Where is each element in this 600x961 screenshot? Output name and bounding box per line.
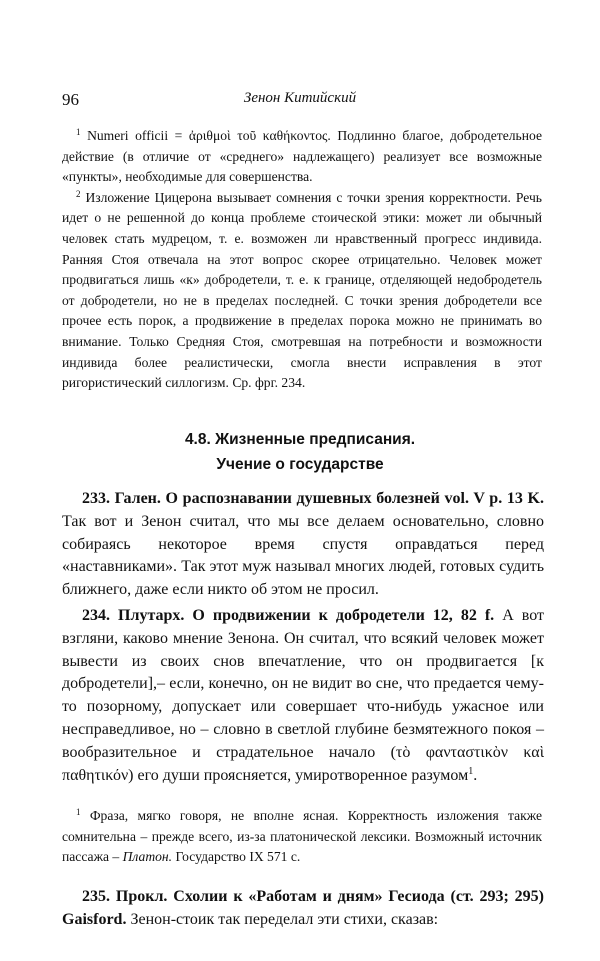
fragment-body: А вот взгляни, каково мнение Зенона. Он считал, что всякий человек может вывести из своих снов впечатление, что он продвигается [к добродетели],– если, конечно, он не видит во сне, что предается чему-то позорному, допускает или совершает что-нибудь ужасное или несправедливое, но – словно в светлой глубине безмятежного покоя – вообразительное и страдательное начало (τὸ φανταστικὸν καὶ παθητικόν) его души проясняется, умиротворенное разумом	[62, 607, 545, 784]
running-title: Зенон Китийский	[243, 90, 357, 106]
footnote-marker: 1	[76, 127, 81, 137]
footnote-text: Изложение Цицерона вызывает сомнения с точки зрения корректности. Речь идет о не решенной до конца проблеме стоической этики: может ли обычный человек стать мудрецом, т. е. возможен ли нравственный прогресс индивида. Ранняя Стоя отвечала на этот вопрос скорее отрицательно. Человек может продвигаться лишь «к» добродетели, т. е. к границе, отделяющей недобродетель от добродетели, но не в пределах последней. С точки зрения добродетели все прочее есть порок, а продвижение в пределах порока можно не принимать во внимание. Только Средняя Стоя, смотревшая на потребности и возможности индивида более реалистически, смогла внести исправления в этот ригористический силлогизм. Ср. фрг. 234.	[62, 189, 542, 391]
section-heading	[0, 427, 600, 477]
footnote-marker: 2	[76, 188, 81, 199]
fragment-234: 234. Плутарх. О продвижении к добродетели 12, 82 f. А вот взгляни, каково мнение Зенона. Он считал, что всякий человек может вывести из своих снов впечатление, что он продвигается [к добродетели],– если, конечно, он не видит во сне, что предается чему-то позорному, допускает или совершает что-нибудь ужасное или несправедливое, но – словно в светлой глубине безмятежного покоя – вообразительное и страдательное начало (τὸ φανταστικὸν καὶ παθητικόν) его души проясняется, умиротворенное разумом$^1$.	[62, 607, 545, 784]
fragment-title: 233. Гален. О распознавании душевных болезней vol. V p. 13 K.	[82, 490, 544, 507]
footnote-source: Государство IX 571 с.	[175, 849, 301, 865]
footnotes-top	[62, 126, 542, 394]
page-number: 96	[62, 90, 79, 109]
footnote-reference: 1	[468, 765, 474, 777]
footnote-1	[62, 126, 542, 188]
fragment-title: 235. Прокл. Схолии к «Работам и дням» Гесиода (ст. 293; 295) Gaisford.	[62, 888, 544, 928]
footnote-bottom	[62, 806, 542, 868]
fragment-body: Так вот и Зенон считал, что мы все делаем основательно, словно собираясь некоторое время спустя оправдаться перед «наставниками». Так этот муж называл многих людей, готовых судить ближнего, даже если никто об этом не просил.	[62, 512, 544, 599]
footnote-2	[62, 188, 542, 394]
footnote-author: Платон.	[122, 849, 173, 865]
footnote-text: Фраза, мягко говоря, не вполне ясная. Корректность изложения также сомнительна – прежде всего, из-за платонической лексики. Возможный источник пассажа –	[62, 808, 542, 865]
footnote-marker: 1	[76, 807, 81, 817]
section-heading-line1: 4.8. Жизненные предписания.	[184, 431, 416, 448]
section-heading-line2: Учение о государстве	[216, 456, 384, 473]
fragment-233	[62, 488, 544, 602]
fragment-235	[62, 886, 544, 932]
fragment-body: Зенон-стоик так переделал эти стихи, сказав:	[130, 910, 439, 928]
footnote-text: Numeri officii = ἀριθμοὶ τοῦ καθήκοντος. Подлинно благое, добродетельное действие (в отличие от «среднего» надлежащего) реализует все возможные «пункты», необходимые для совершенства.	[62, 128, 542, 185]
fragment-title: 234. Плутарх. О продвижении к добродетели 12, 82 f.	[82, 607, 495, 624]
